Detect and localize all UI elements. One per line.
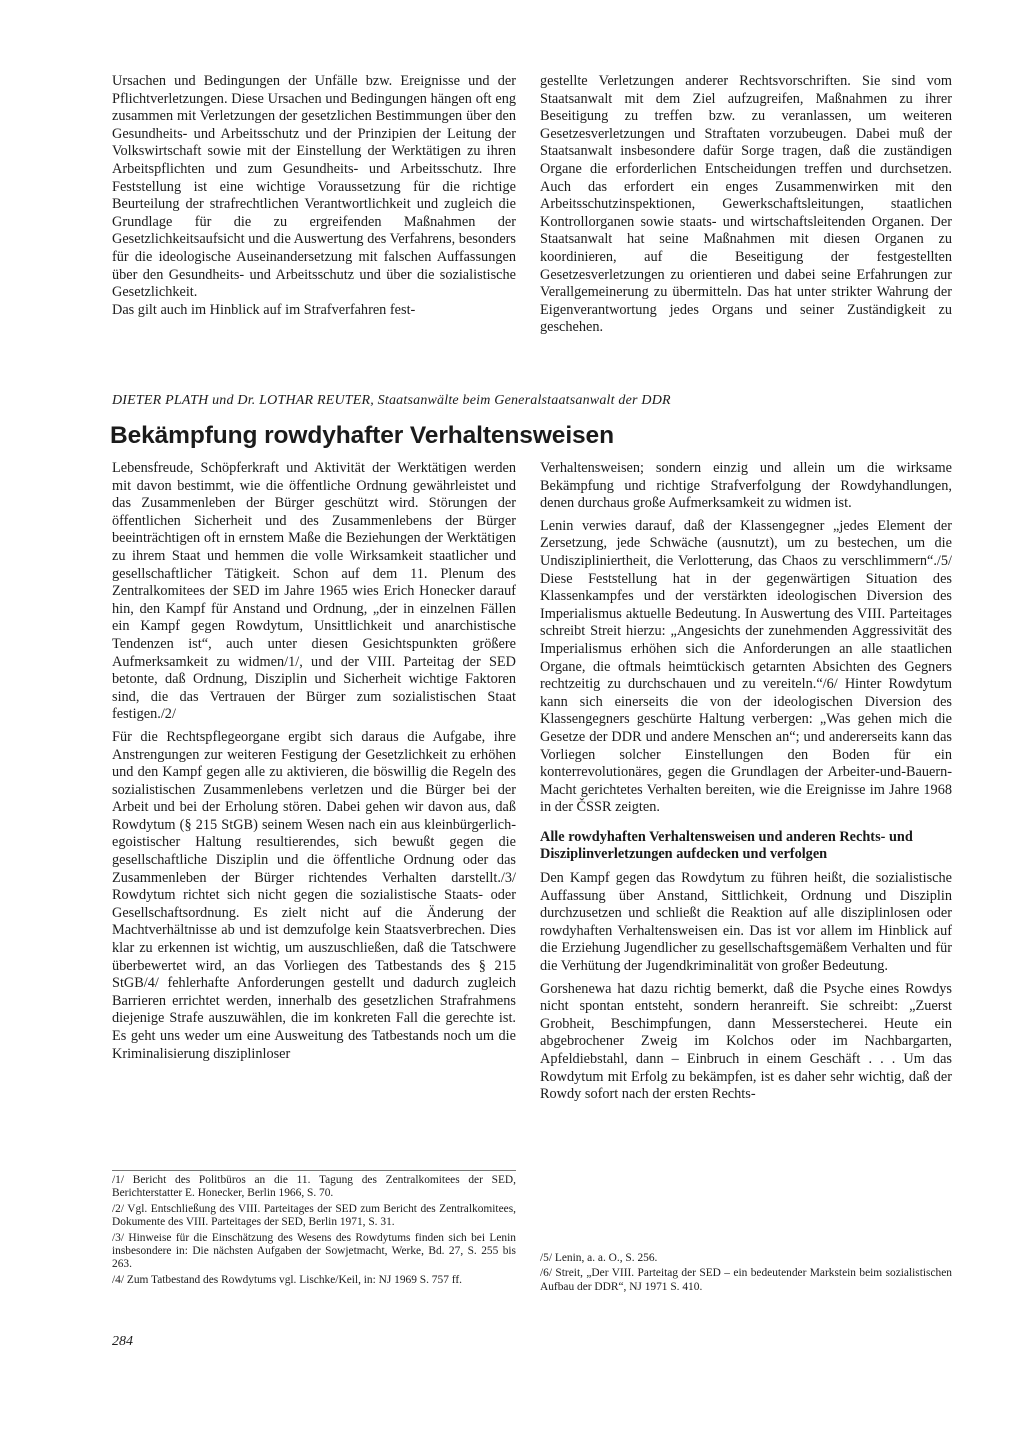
article-title: Bekämpfung rowdyhafter Verhaltensweisen	[110, 422, 614, 449]
paragraph: Ursachen und Bedingungen der Unfälle bzw. Ereignisse und der Pflichtverletzungen. Diese Ursachen und Bedingungen hängen oft eng zusammen mit Verletzungen der gesetzlichen Bestimmungen über den Gesundheits- und Arbeitsschutz und der Prinzipien der Leitung der Volkswirtschaft sowie mit der Einstellung der Werktätigen zu ihren Arbeitspflichten und zum Gesundheits- und Arbeitsschutz. Ihre Feststellung ist eine wichtige Voraussetzung für die richtige Beurteilung der strafrechtlichen Verantwortlichkeit und zugleich die Grundlage für die zu ergreifenden Maßnahmen der Gesetzlichkeitsaufsicht und die Auswertung des Verfahrens, besonders für die ideologische Auseinandersetzung mit falschen Auffassungen über den Gesundheits- und Arbeitsschutz und über die sozialistische Gesetzlichkeit.	[112, 73, 516, 301]
paragraph: Gorshenewa hat dazu richtig bemerkt, daß die Psyche eines Rowdys nicht spontan entsteht, sondern heranreift. Sie schreibt: „Zuerst Grobheit, Beschimpfungen, dann Messerstecherei. Heute ein abgebrochener Zweig im Kolchos oder im Nachbargarten, Apfeldiebstahl, dann – Einbruch in einem Geschäft . . . Um das Rowdytum mit Erfolg zu bekämpfen, ist es daher sehr wichtig, daß der Rowdy sofort nach der ersten Rechts-	[540, 980, 952, 1103]
paragraph: Lebensfreude, Schöpferkraft und Aktivität der Werktätigen werden mit davon bestimmt, wie die öffentliche Ordnung gewährleistet und das Zusammenleben der Bürger geschützt wird. Störungen der öffentlichen Sicherheit und des Zusammenlebens der Bürger beeinträchtigen oft in ernstem Maße die Beziehungen der Werktätigen zu ihrem Staat und hemmen die volle Wirksamkeit staatlicher und gesellschaftlicher Tätigkeit. Schon auf dem 11. Plenum des Zentralkomitees der SED im Jahre 1965 wies Erich Honecker darauf hin, den Kampf für Anstand und Ordnung, „der in einzelnen Fällen ein Kampf gegen Rowdytum, Unsittlichkeit und anarchistische Tendenzen ist“, auch unter diesen Gesichtspunkten größere Aufmerksamkeit zu widmen/1/, und der VIII. Parteitag der SED betonte, daß Ordnung, Disziplin und Sicherheit wichtige Faktoren sind, die das Vertrauen der Bürger zum sozialistischen Staat festigen./2/	[112, 460, 516, 723]
body-left-column	[112, 460, 516, 1063]
page-number: 284	[112, 1334, 133, 1349]
footnote: /5/ Lenin, a. a. O., S. 256.	[540, 1252, 658, 1264]
footnote: /6/ Streit, „Der VIII. Parteitag der SED – ein bedeutender Markstein beim sozialistischen Aufbau der DDR“, NJ 1971 S. 410.	[540, 1267, 952, 1293]
section-subheading: Alle rowdyhaften Verhaltensweisen und anderen Rechts- und Disziplinverletzungen aufdecken und verfolgen	[540, 828, 913, 863]
footnotes-left	[112, 1170, 516, 1289]
footnote: /2/ Vgl. Entschließung des VIII. Parteitages der SED zum Bericht des Zentralkomitees, Dokumente des VIII. Parteitages der SED, Berlin 1971, S. 31.	[112, 1202, 516, 1229]
footnote: /4/ Zum Tatbestand des Rowdytums vgl. Lischke/Keil, in: NJ 1969 S. 757 ff.	[112, 1273, 462, 1286]
top-left-column	[112, 73, 516, 319]
paragraph: Das gilt auch im Hinblick auf im Strafverfahren fest-	[112, 301, 416, 318]
body-right-column	[540, 460, 952, 1104]
footnote: /1/ Bericht des Politbüros an die 11. Tagung des Zentralkomitees der SED, Berichterstatter E. Honecker, Berlin 1966, S. 70.	[112, 1174, 516, 1200]
footnote: /3/ Hinweise für die Einschätzung des Wesens des Rowdytums finden sich bei Lenin insbesondere in: Die nächsten Aufgaben der Sowjetmacht, Werke, Bd. 27, S. 255 bis 263.	[112, 1231, 516, 1271]
paragraph: Lenin verwies darauf, daß der Klassengegner „jedes Element der Zersetzung, jede Schwäche (ausnutzt), um zu bestechen, um die Undiszipliniertheit, die Verlotterung, das Chaos zu verschlimmern“./5/ Diese Feststellung hat in der gegenwärtigen Situation des Klassenkampfes und der verstärkten ideologischen Diversion des Imperialismus aktuelle Bedeutung. In Auswertung des VIII. Parteitages schreibt Streit hierzu: „Angesichts der zunehmenden Aggressivität des Imperialismus erhöhen sich die Anforderungen an alle staatlichen Organe, die oftmals heimtückisch getarnten Absichten des Gegners rechtzeitig zu durchschauen und zu vereiteln.“/6/ Hinter Rowdytum kann sich einerseits die von der ideologischen Diversion des Klassengegners geschürte Haltung verbergen: „Was gehen mich die Gesetze der DDR und andere Menschen an“; und andererseits kann das Vorliegen solcher Einstellungen den Boden für ein konterrevolutionäres, gegen die Grundlagen der Arbeiter-und-Bauern-Macht gerichtetes Verhalten bereiten, wie die Ereignisse im Jahre 1968 in der ČSSR zeigten.	[540, 517, 952, 816]
paragraph: Verhaltensweisen; sondern einzig und allein um die wirksame Bekämpfung und richtige Strafverfolgung der Rowdyhandlungen, denen durchaus große Aufmerksamkeit zu widmen ist.	[540, 460, 952, 512]
paragraph: Den Kampf gegen das Rowdytum zu führen heißt, die sozialistische Auffassung über Anstand, Sittlichkeit, Ordnung und Disziplin durchzusetzen und schließt die Reaktion auf alle disziplinlosen oder rowdyhaften Verhaltensweisen ein. Das ist vor allem im Hinblick auf die Erziehung Jugendlicher zu gesellschaftsgemäßem Verhalten und für die Verhütung der Jugendkriminalität von großer Bedeutung.	[540, 870, 952, 975]
paragraph: gestellte Verletzungen anderer Rechtsvorschriften. Sie sind vom Staatsanwalt mit dem Ziel aufzugreifen, Maßnahmen zu ihrer Beseitigung zu treffen bzw. zu veranlassen, um weiteren Gesetzesverletzungen und Straftaten vorzubeugen. Dabei muß der Staatsanwalt insbesondere dafür Sorge tragen, daß die zuständigen Organe die erforderlichen Entscheidungen treffen und durchsetzen. Auch das erfordert ein enges Zusammenwirken mit den Arbeitsschutzinspektionen, Gewerkschaftsleitungen, staatlichen Kontrollorganen sowie staats- und wirtschaftsleitenden Organen. Der Staatsanwalt hat seine Maßnahmen mit diesen Organen zu koordinieren, auf die Beseitigung der festgestellten Gesetzesverletzungen zu orientieren und dabei seine Erfahrungen zur Verallgemeinerung zu übermitteln. Das hat unter strikter Wahrung der Eigenverantwortung jedes Organs und seiner Zuständigkeit zu geschehen.	[540, 73, 952, 336]
paragraph: Für die Rechtspflegeorgane ergibt sich daraus die Aufgabe, ihre Anstrengungen zur weiteren Festigung der Gesetzlichkeit zu erhöhen und den Kampf gegen alle zu aktivieren, die böswillig die Regeln des sozialistischen Zusammenlebens verletzen und die Bürger bei der Arbeit und bei der Erholung stören. Dabei gehen wir davon aus, daß Rowdytum (§ 215 StGB) seinem Wesen nach ein aus kleinbürgerlich-egoistischer Haltung resultierendes, sich bewußt gegen die gesellschaftliche Disziplin und die öffentliche Ordnung oder das Zusammenleben der Bürger richtendes Verhalten darstellt./3/ Rowdytum richtet sich nicht gegen die sozialistische Staats- oder Gesellschaftsordnung. Es zielt nicht auf die Änderung der Machtverhältnisse ab und ist demzufolge kein Staatsverbrechen. Dies klar zu erkennen ist wichtig, um auszuschließen, daß die Tatschwere überbewertet wird, an das Vorliegen des Tatbestands des § 215 StGB/4/ fehlerhafte Anforderungen gestellt und dadurch zugleich Barrieren errichtet werden, innerhalb des gesetzlichen Strafrahmens diejenige Strafe auszuwählen, die im konkreten Fall die gerechte ist. Es geht uns weder um eine Ausweitung des Tatbestands noch um die Kriminalisierung disziplinloser	[112, 728, 516, 1062]
author-byline: DIETER PLATH und Dr. LOTHAR REUTER, Staatsanwälte beim Generalstaatsanwalt der DDR	[112, 393, 671, 408]
top-right-column	[540, 73, 952, 337]
footnotes-right	[540, 1252, 952, 1296]
